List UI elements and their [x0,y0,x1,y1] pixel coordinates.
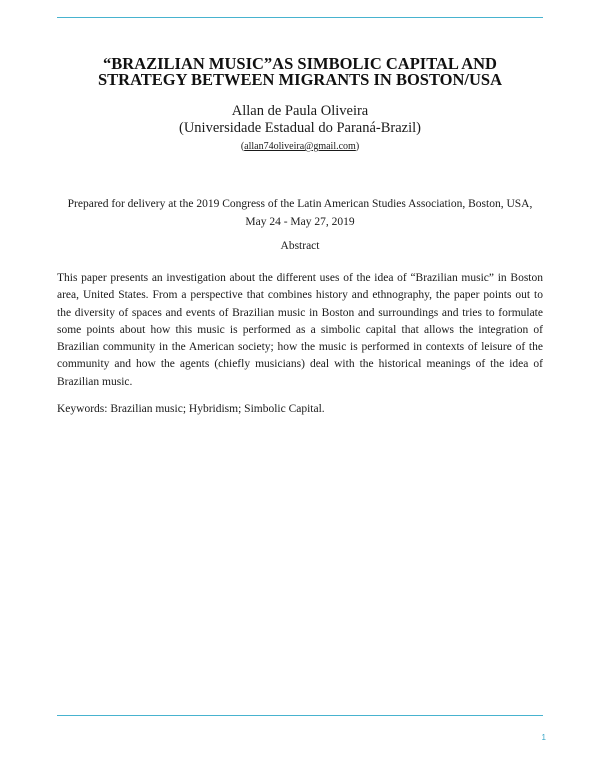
footer-rule [57,715,543,716]
abstract-body: This paper presents an investigation about the different uses of the idea of “Brazilian music” in Boston area, United States. From a perspective that combines history and ethnography, the paper points out to the diversity of spaces and events of Brazilian music in Boston and surroundings and tries to formulate some points about how this music is performed as a simbolic capital that allows the integration of Brazilian community in the American society; how the music is performed in contexts of leisure of the community and how the agents (chiefly musicians) deal with the historical meanings of the idea of Brazilian music. [57,272,543,388]
header-rule [57,17,543,18]
author-email-link[interactable]: allan74oliveira@gmail.com [244,141,356,152]
author-email-line [57,140,543,153]
page-number: 1 [541,733,546,742]
abstract-heading: Abstract [280,240,320,252]
paper-title: “BRAZILIAN MUSIC”AS SIMBOLIC CAPITAL AND STRATEGY BETWEEN MIGRANTS IN BOSTON/USA [97,54,503,89]
author-affiliation: (Universidade Estadual do Paraná-Brazil) [179,120,421,136]
email-close-paren: ) [355,141,360,152]
author-name: Allan de Paula Oliveira [231,103,369,119]
keywords-line: Keywords: Brazilian music; Hybridism; Simbolic Capital. [57,403,325,415]
prepared-for-note: Prepared for delivery at the 2019 Congress of the Latin American Studies Association, Boston, USA, May 24 - May 27, 2019 [67,198,533,228]
email-open-paren: ( [240,141,245,152]
